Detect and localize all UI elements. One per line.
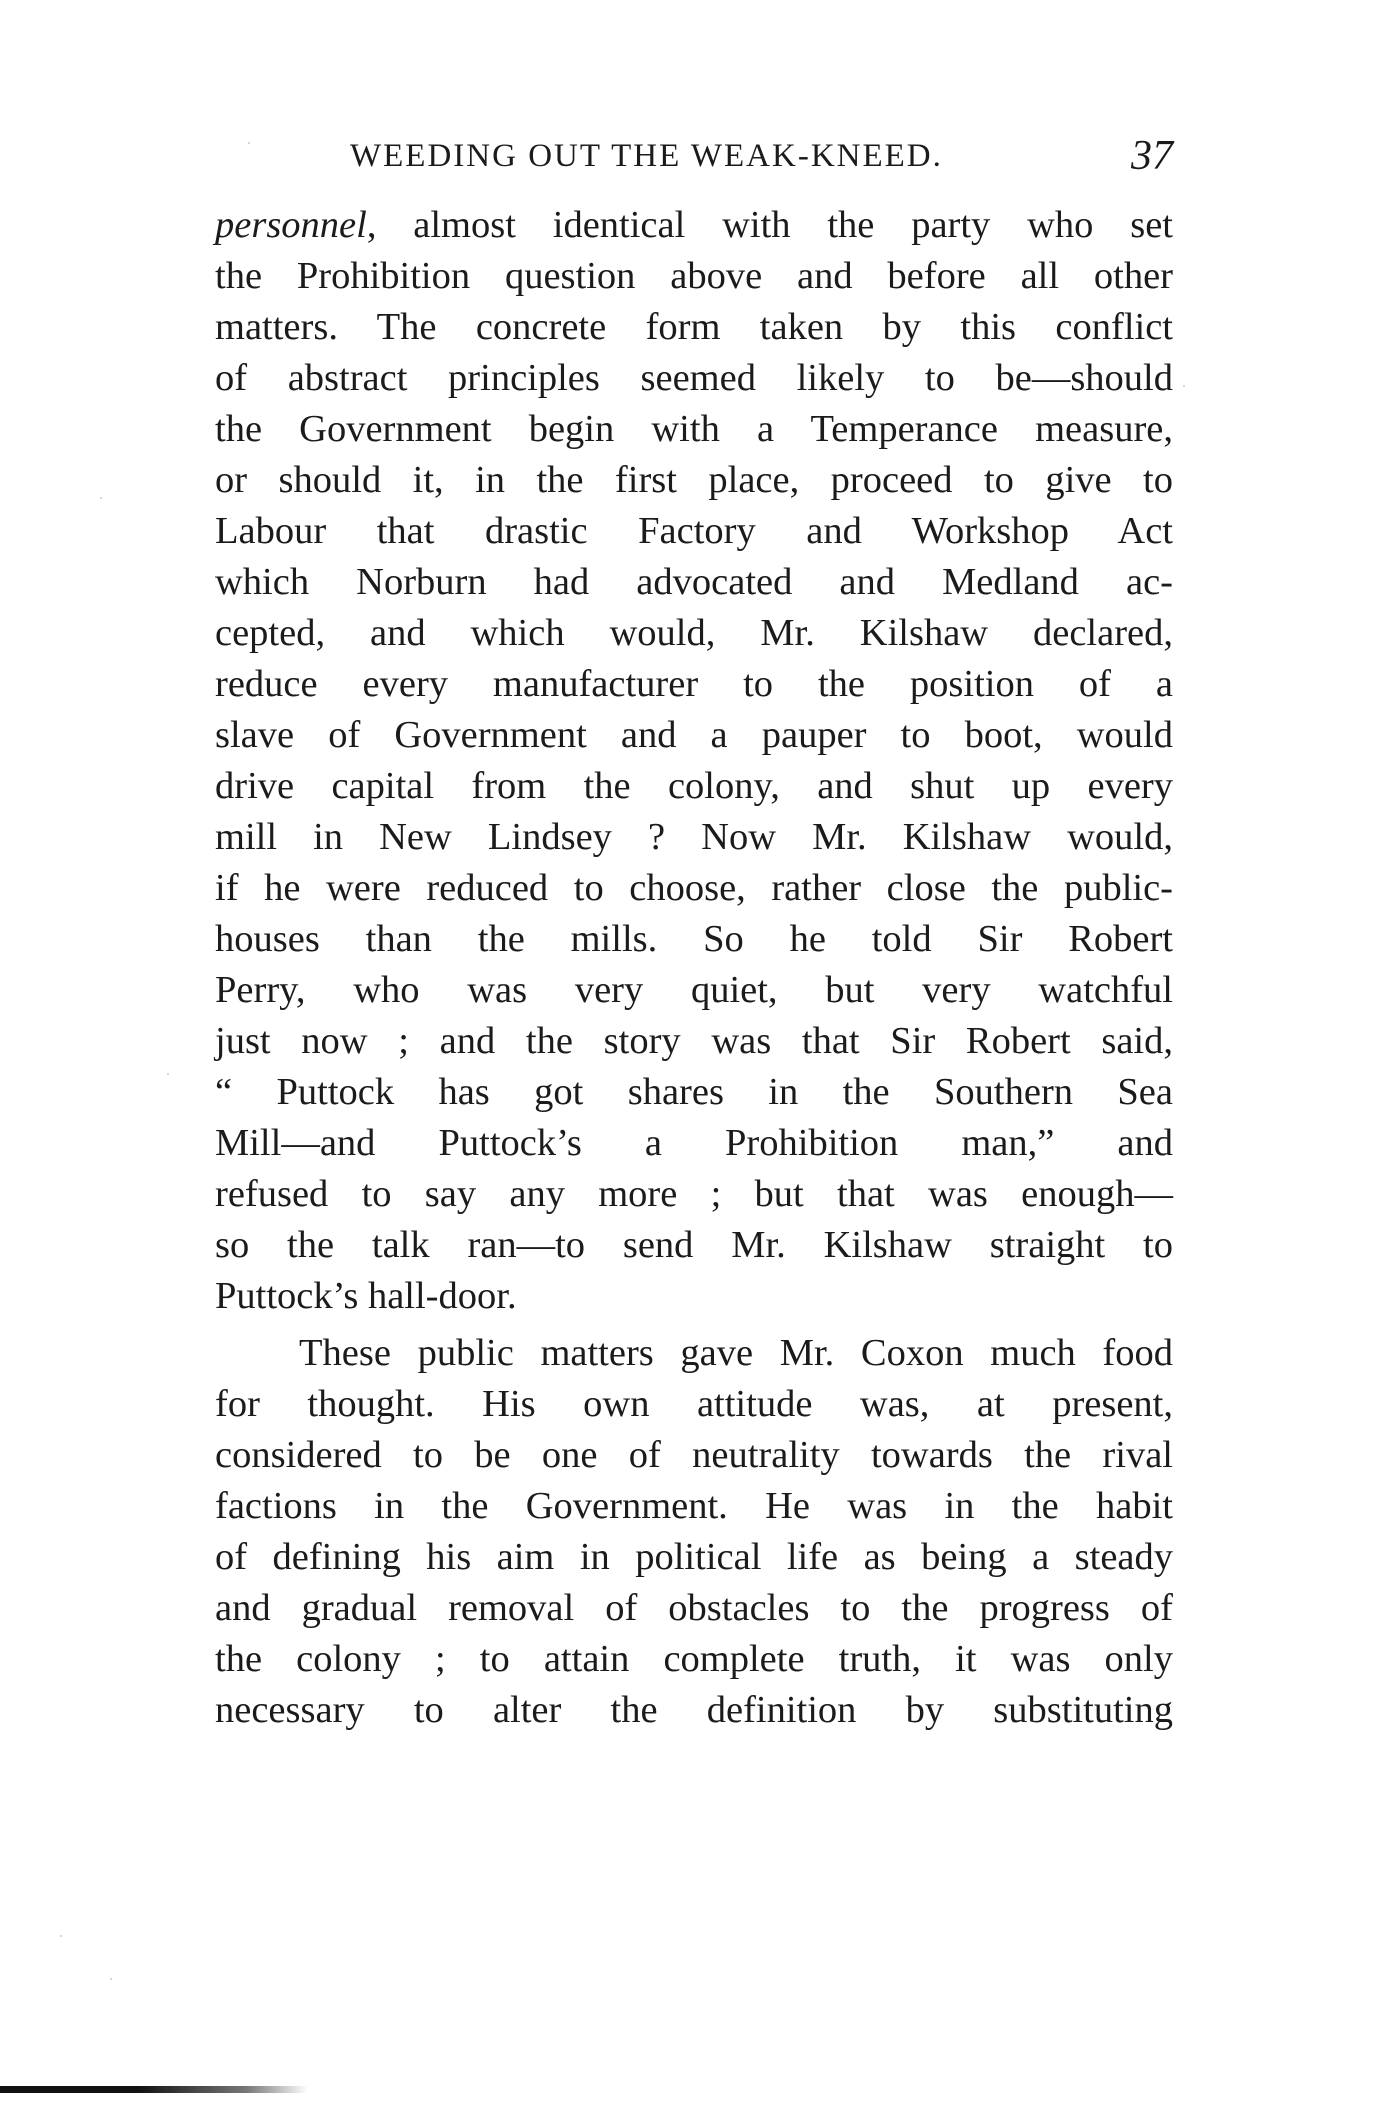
text-line: “ Puttock has got shares in the Southern Sea <box>215 1071 1173 1113</box>
text-line: drive capital from the colony, and shut up every <box>215 765 1173 807</box>
text-line: the Prohibition question above and before all other <box>215 255 1173 297</box>
text-line: for thought. His own attitude was, at present, <box>215 1383 1173 1425</box>
text-line <box>215 200 1173 251</box>
text-line: of abstract principles seemed likely to be—should <box>215 357 1173 399</box>
paper-speck <box>248 142 250 144</box>
running-head <box>215 128 1173 188</box>
text-line: Labour that drastic Factory and Workshop Act <box>215 510 1173 552</box>
text-line: the Government begin with a Temperance measure, <box>215 408 1173 450</box>
text-line: These public matters gave Mr. Coxon much food <box>299 1332 1173 1374</box>
text-line: and gradual removal of obstacles to the progress of <box>215 1587 1173 1629</box>
text-line: if he were reduced to choose, rather close the public- <box>215 867 1173 909</box>
paragraph-2 <box>215 1328 1173 1736</box>
text-line: the colony ; to attain complete truth, it was only <box>215 1638 1173 1680</box>
text-line: Mill—and Puttock’s a Prohibition man,” and <box>215 1122 1173 1164</box>
paper-speck <box>100 497 102 499</box>
paper-speck <box>167 1073 169 1075</box>
text-line: slave of Government and a pauper to boot, would <box>215 714 1173 756</box>
text-line: matters. The concrete form taken by this conflict <box>215 306 1173 348</box>
paper-speck <box>60 1935 62 1937</box>
text-line: Perry, who was very quiet, but very watchful <box>215 969 1173 1011</box>
paper-speck <box>110 1978 112 1980</box>
text-line: necessary to alter the definition by substituting <box>215 1689 1173 1731</box>
running-title: WEEDING OUT THE WEAK-KNEED. <box>350 138 943 174</box>
text-line: factions in the Government. He was in the habit <box>215 1485 1173 1527</box>
page-edge-mark <box>0 2086 308 2093</box>
paragraph-1 <box>215 200 1173 1322</box>
text-line: considered to be one of neutrality towards the rival <box>215 1434 1173 1476</box>
text-line: cepted, and which would, Mr. Kilshaw declared, <box>215 612 1173 654</box>
paper-speck <box>1183 385 1185 387</box>
text-line: which Norburn had advocated and Medland ac- <box>215 561 1173 603</box>
line-text: , almost identical with the party who set <box>366 204 1173 246</box>
text-line: reduce every manufacturer to the position of a <box>215 663 1173 705</box>
text-line: Puttock’s hall-door. <box>215 1275 517 1317</box>
page-number: 37 <box>1131 133 1173 179</box>
italic-word: personnel <box>215 204 367 246</box>
text-line: just now ; and the story was that Sir Robert said, <box>215 1020 1173 1062</box>
text-line: refused to say any more ; but that was enough— <box>215 1173 1173 1215</box>
body-text <box>215 200 1173 1736</box>
text-line: or should it, in the first place, proceed to give to <box>215 459 1173 501</box>
text-line: so the talk ran—to send Mr. Kilshaw straight to <box>215 1224 1173 1266</box>
text-line: houses than the mills. So he told Sir Robert <box>215 918 1173 960</box>
text-line: of defining his aim in political life as being a steady <box>215 1536 1173 1578</box>
text-line: mill in New Lindsey ? Now Mr. Kilshaw would, <box>215 816 1173 858</box>
